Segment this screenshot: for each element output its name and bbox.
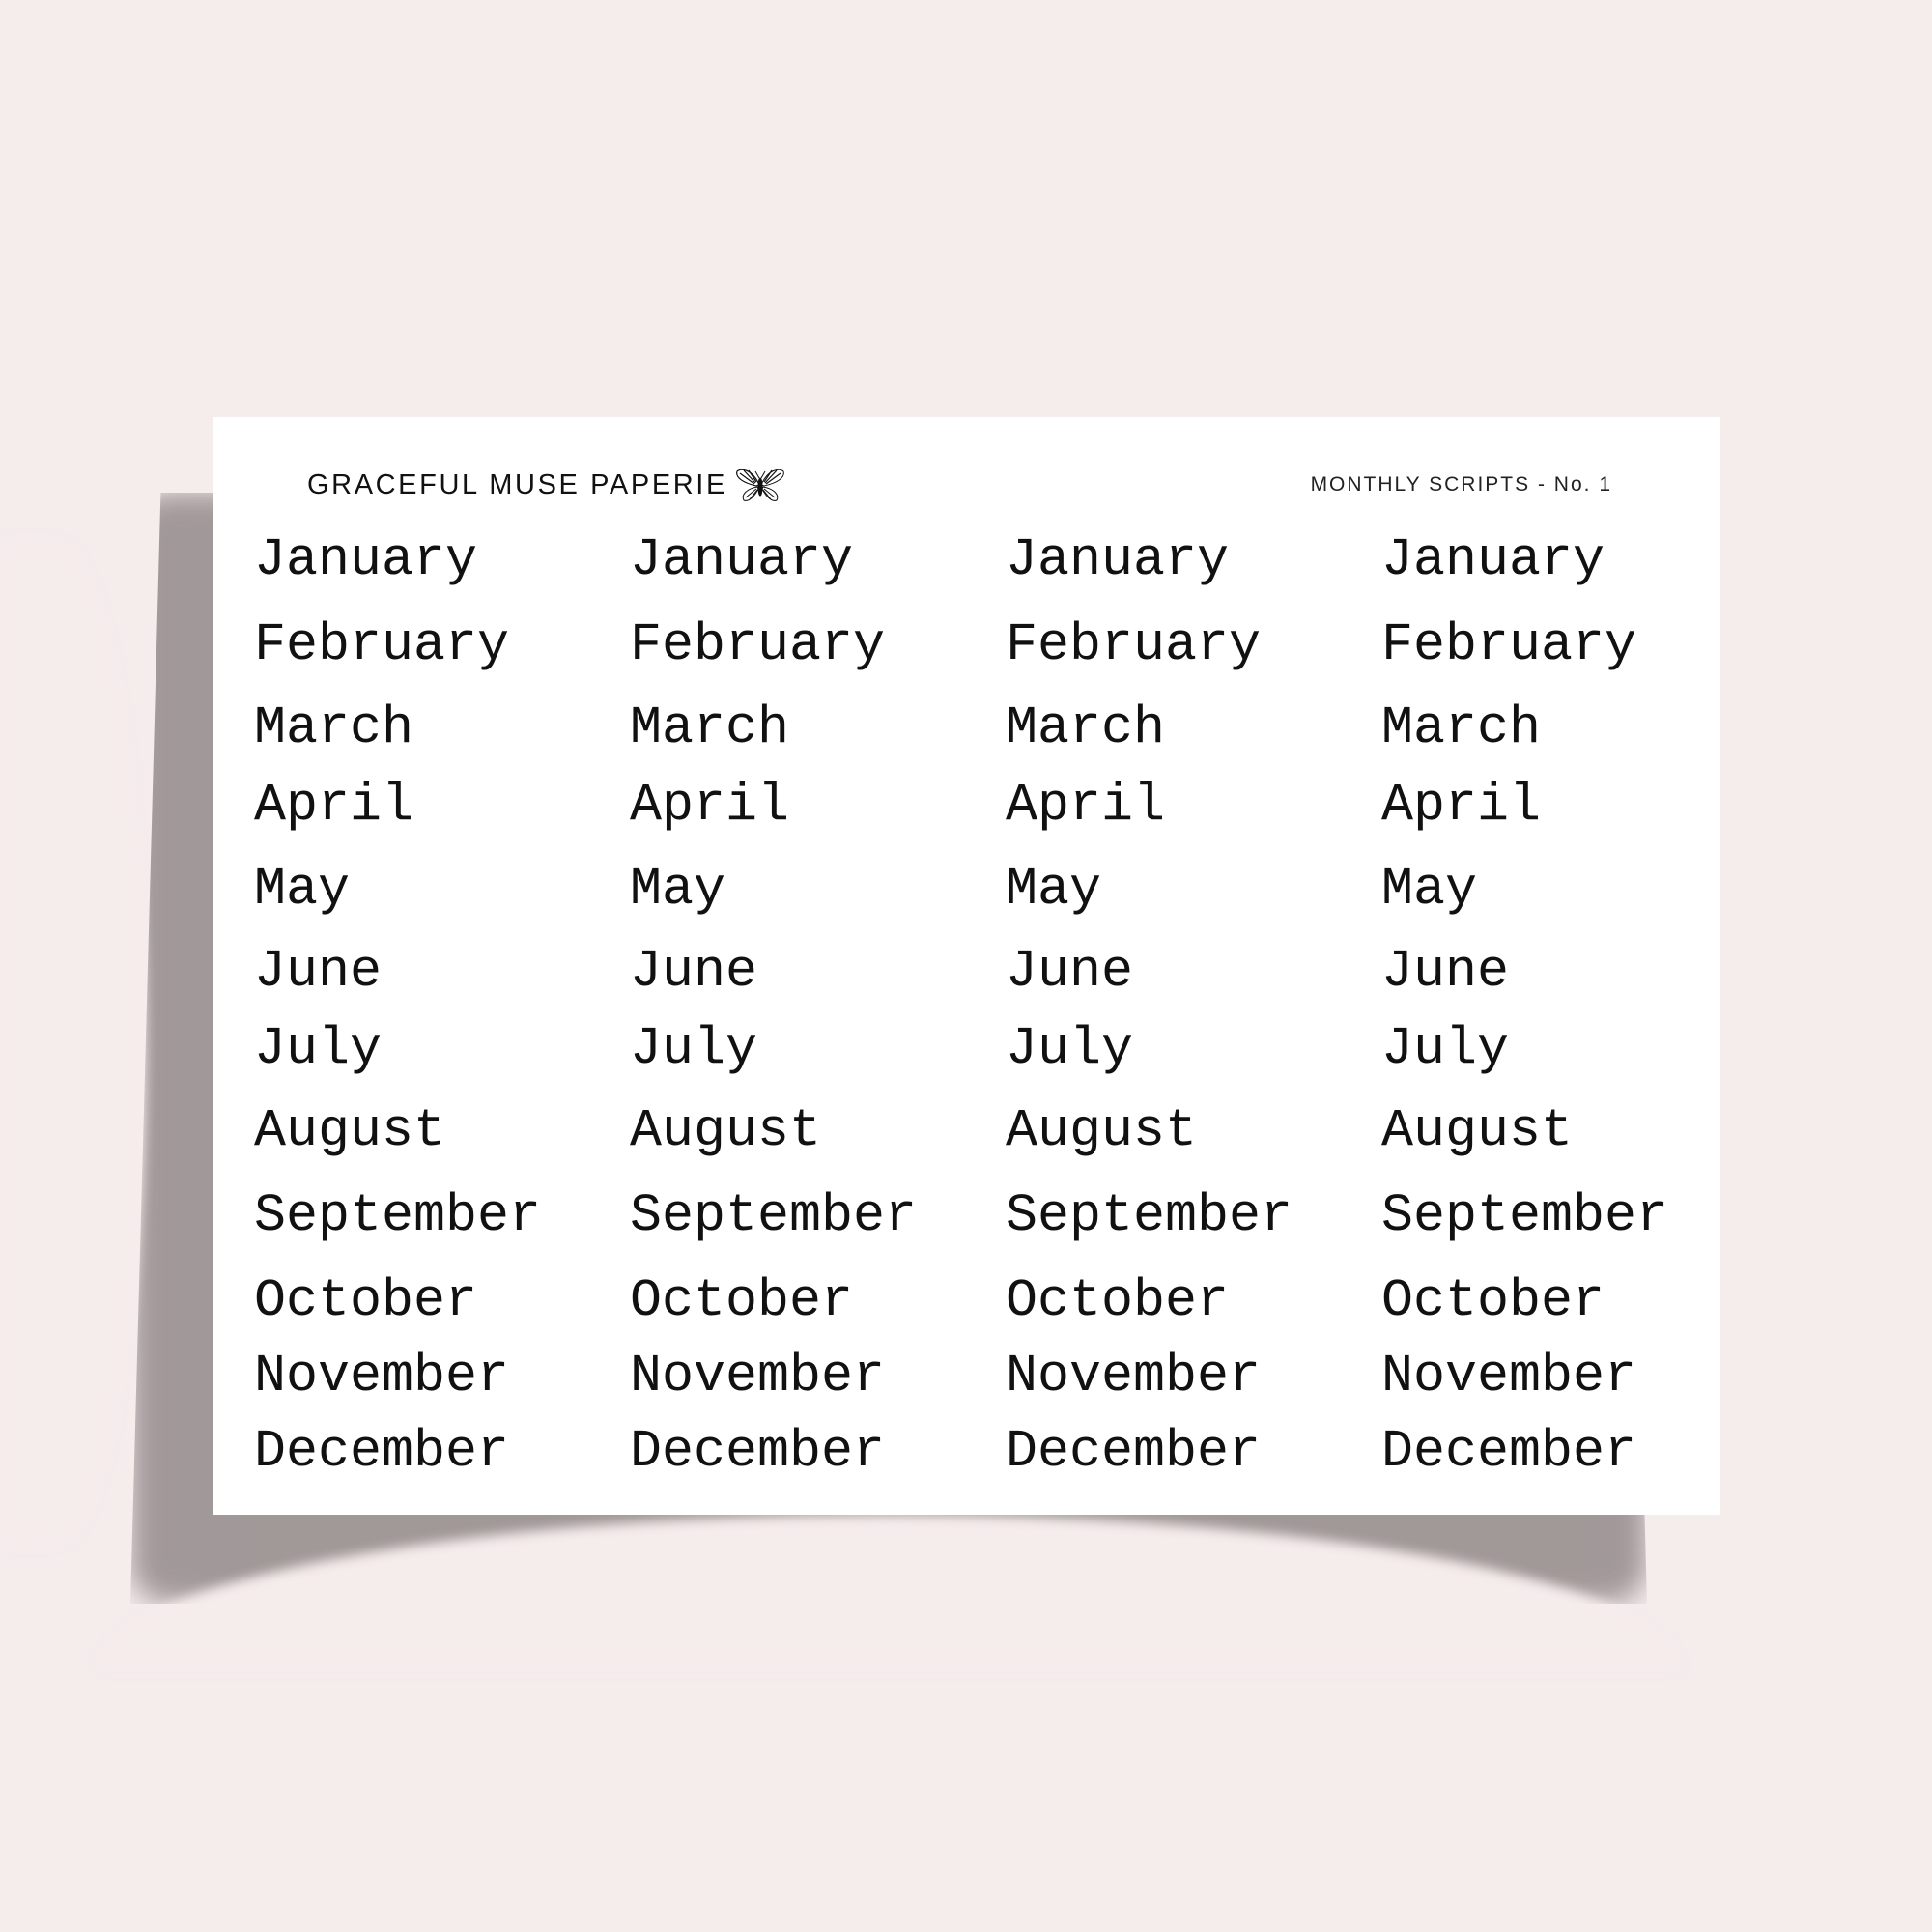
month-label: December [1381,1421,1637,1482]
month-grid [213,417,1720,1515]
month-label: April [1006,775,1166,836]
brand-name: GRACEFUL MUSE PAPERIE [307,469,727,500]
month-label: September [254,1185,542,1246]
month-label: April [254,775,414,836]
month-label: August [254,1100,446,1161]
month-label: January [254,529,478,590]
month-label: June [1006,941,1134,1002]
month-label: October [1381,1270,1605,1331]
month-label: September [1006,1185,1293,1246]
month-label: May [1381,859,1478,920]
month-label: December [254,1421,510,1482]
month-label: September [1381,1185,1669,1246]
month-label: August [1381,1100,1574,1161]
month-label: February [1006,614,1262,675]
month-label: November [630,1346,886,1406]
month-label: July [630,1018,758,1079]
month-label: November [1006,1346,1262,1406]
month-label: November [254,1346,510,1406]
month-label: November [1381,1346,1637,1406]
month-label: July [1381,1018,1510,1079]
month-label: April [630,775,790,836]
month-label: February [1381,614,1637,675]
month-label: October [254,1270,478,1331]
month-label: March [254,697,414,758]
shadow-curve-left [0,541,145,1546]
sheet-title: MONTHLY SCRIPTS - No. 1 [1310,473,1612,496]
month-label: March [1006,697,1166,758]
month-label: June [630,941,758,1002]
month-label: December [630,1421,886,1482]
month-label: June [1381,941,1510,1002]
month-label: January [1381,529,1605,590]
month-label: February [630,614,886,675]
month-label: July [254,1018,383,1079]
month-label: October [1006,1270,1230,1331]
month-label: May [254,859,351,920]
month-label: August [630,1100,822,1161]
month-label: September [630,1185,918,1246]
month-label: February [254,614,510,675]
month-label: August [1006,1100,1198,1161]
month-label: April [1381,775,1542,836]
month-label: March [1381,697,1542,758]
sticker-sheet [213,417,1720,1515]
month-label: July [1006,1018,1134,1079]
month-label: June [254,941,383,1002]
month-label: May [1006,859,1102,920]
month-label: May [630,859,726,920]
month-label: December [1006,1421,1262,1482]
month-label: January [1006,529,1230,590]
month-label: October [630,1270,854,1331]
month-label: March [630,697,790,758]
month-label: January [630,529,854,590]
